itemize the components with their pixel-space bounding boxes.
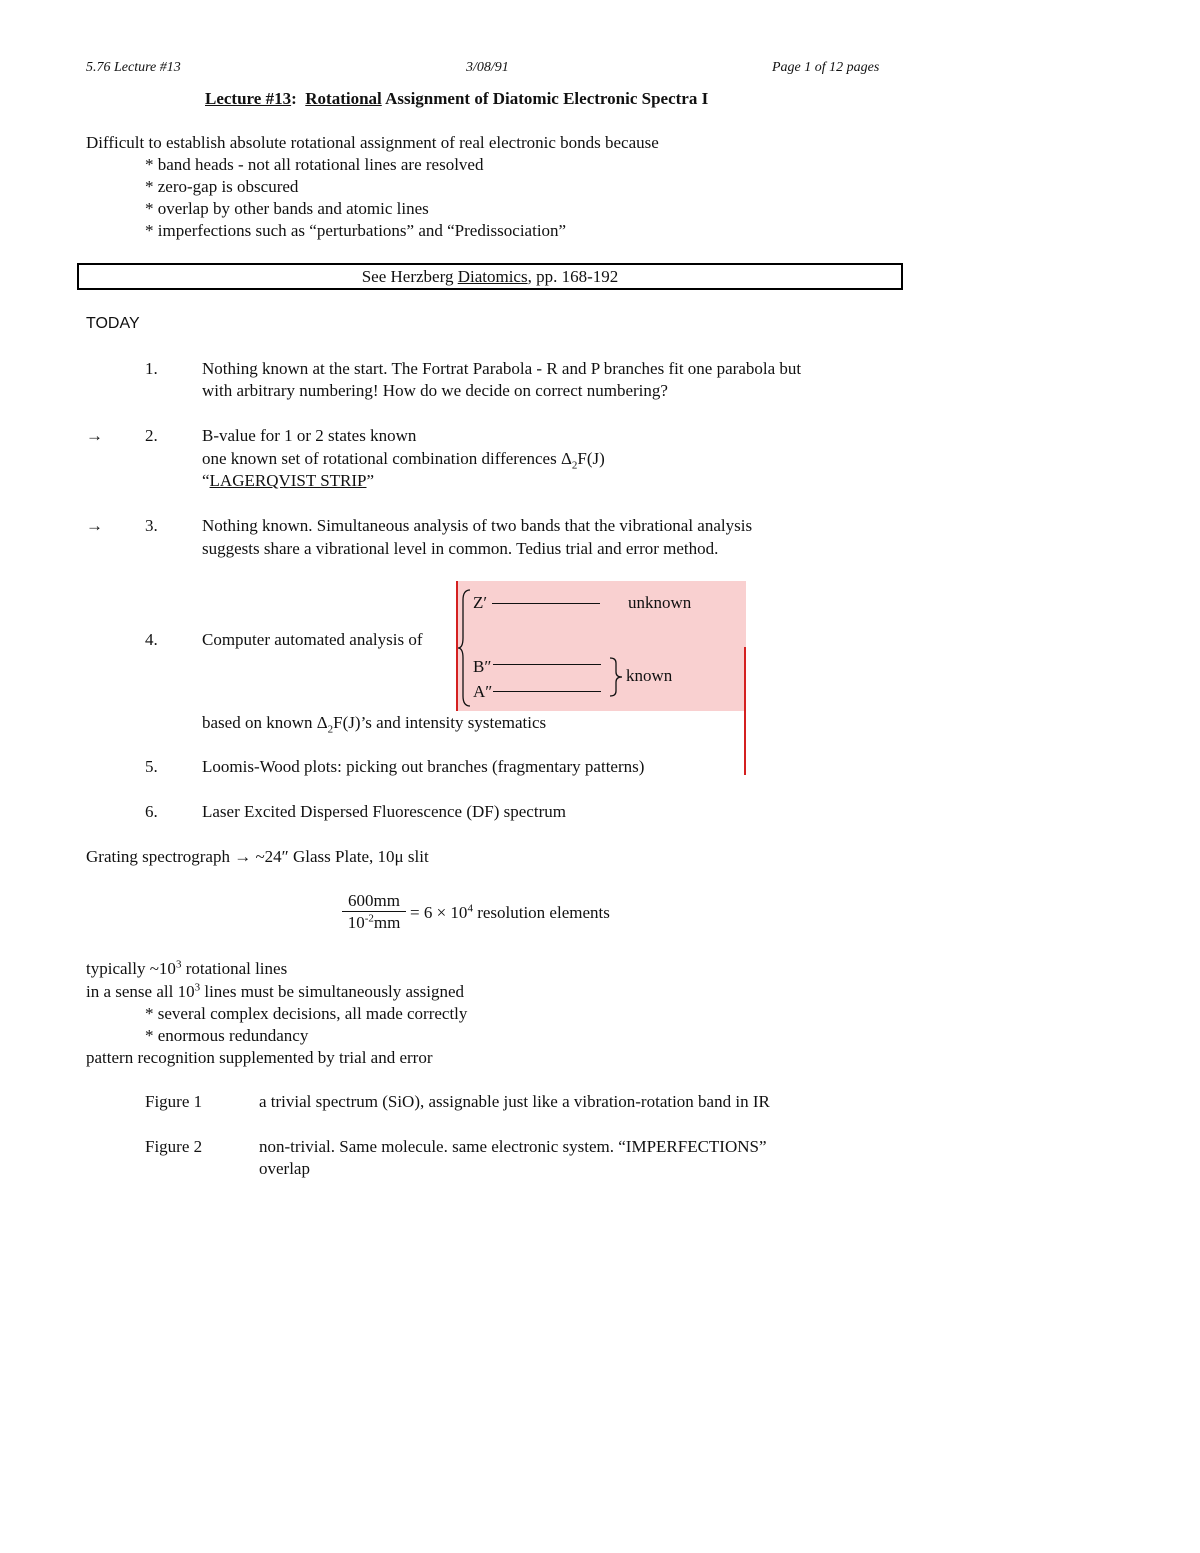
item-number: 2. bbox=[145, 426, 158, 445]
figure-2-text-cont: overlap bbox=[259, 1159, 310, 1178]
reference-box bbox=[77, 263, 903, 290]
arrow-icon: → bbox=[86, 426, 103, 445]
rhs-sup: 4 bbox=[467, 902, 473, 915]
fraction-numerator: 600mm bbox=[348, 891, 400, 910]
figure-2-text: non-trivial. Same molecule. same electronic system. “IMPERFECTIONS” bbox=[259, 1137, 767, 1156]
l2-post: lines must be simultaneously assigned bbox=[200, 982, 465, 1001]
right-brace-icon bbox=[609, 657, 623, 697]
reference-book: Diatomics bbox=[457, 267, 528, 286]
item-1-line1: Nothing known at the start. The Fortrat Parabola - R and P branches fit one parabola but bbox=[202, 359, 802, 378]
curly-brace-icon bbox=[458, 588, 472, 708]
item-2-line2-post: F(J) bbox=[577, 449, 605, 468]
rhs-post: resolution elements bbox=[472, 903, 610, 922]
intro-bullet: * zero-gap is obscured bbox=[145, 177, 299, 196]
item-5-text: Loomis-Wood plots: picking out branches (fragmentary patterns) bbox=[202, 757, 645, 776]
item-number: 3. bbox=[145, 516, 158, 535]
pattern-recognition: pattern recognition supplemented by trial and error bbox=[86, 1048, 433, 1067]
quote-close: ” bbox=[366, 471, 375, 490]
fraction-denominator bbox=[340, 914, 408, 932]
header-date: 3/08/91 bbox=[466, 60, 509, 75]
item-4-line2-sub: 2 bbox=[327, 723, 334, 736]
level-a-line bbox=[493, 691, 601, 692]
intro-bullet: * band heads - not all rotational lines are resolved bbox=[145, 155, 484, 174]
item-6-text: Laser Excited Dispersed Fluorescence (DF) spectrum bbox=[202, 802, 566, 821]
simultaneous-lines bbox=[86, 982, 464, 1002]
quote-open: “ bbox=[202, 471, 210, 490]
title-colon: : bbox=[291, 89, 297, 108]
intro-bullet: * imperfections such as “perturbations” and “Predissociation” bbox=[145, 221, 567, 240]
page-title bbox=[205, 89, 708, 109]
l1-post: rotational lines bbox=[181, 959, 288, 978]
unknown-label: unknown bbox=[628, 593, 692, 612]
den-post: mm bbox=[373, 913, 401, 932]
fraction-bar bbox=[342, 911, 406, 912]
item-3-line2: suggests share a vibrational level in common. Tedius trial and error method. bbox=[202, 539, 719, 558]
item-number: 1. bbox=[145, 359, 158, 378]
lines-bullet: * enormous redundancy bbox=[145, 1026, 309, 1045]
resolution-equation bbox=[410, 903, 610, 923]
header-course: 5.76 Lecture #13 bbox=[86, 60, 181, 75]
den-pre: 10 bbox=[347, 913, 365, 932]
reference-post: , pp. 168-192 bbox=[527, 267, 619, 286]
red-margin-bar bbox=[744, 647, 746, 775]
item-1-line2: with arbitrary numbering! How do we decide on correct numbering? bbox=[202, 381, 668, 400]
lines-bullet: * several complex decisions, all made correctly bbox=[145, 1004, 468, 1023]
level-b-line bbox=[493, 664, 601, 665]
l1-sup: 3 bbox=[175, 958, 182, 971]
item-2-line2-sub: 2 bbox=[571, 459, 578, 472]
header-page: Page 1 of 12 pages bbox=[772, 60, 880, 75]
item-4-line2 bbox=[202, 713, 547, 736]
known-label: known bbox=[626, 666, 673, 685]
grating-text: Grating spectrograph → ~24″ Glass Plate, 10μ slit bbox=[86, 847, 429, 866]
item-number: 5. bbox=[145, 757, 158, 776]
reference-pre: See Herzberg bbox=[361, 267, 458, 286]
l2-pre: in a sense all 10 bbox=[86, 982, 195, 1001]
level-a-label: A″ bbox=[473, 682, 493, 701]
level-z-label: Z′ bbox=[473, 593, 488, 612]
item-4-line1: Computer automated analysis of bbox=[202, 630, 423, 649]
l2-sup: 3 bbox=[194, 981, 201, 994]
figure-2-label: Figure 2 bbox=[145, 1137, 203, 1156]
item-number: 4. bbox=[145, 630, 158, 649]
item-2-line2 bbox=[202, 449, 605, 472]
figure-1-label: Figure 1 bbox=[145, 1092, 203, 1111]
reference-text bbox=[79, 267, 901, 287]
title-lecture: Lecture #13 bbox=[205, 89, 292, 108]
item-4-line2-pre: based on known Δ bbox=[202, 713, 328, 732]
l1-pre: typically ~10 bbox=[86, 959, 176, 978]
level-z-line bbox=[492, 603, 600, 604]
intro-lead: Difficult to establish absolute rotational assignment of real electronic bonds because bbox=[86, 133, 659, 152]
title-rest: Assignment of Diatomic Electronic Spectra I bbox=[385, 89, 709, 108]
intro-bullet: * overlap by other bands and atomic lines bbox=[145, 199, 429, 218]
item-2-line2-pre: one known set of rotational combination differences Δ bbox=[202, 449, 572, 468]
today-label: TODAY bbox=[86, 315, 140, 332]
figure-1-text: a trivial spectrum (SiO), assignable just like a vibration-rotation band in IR bbox=[259, 1092, 770, 1111]
den-sup: -2 bbox=[364, 912, 374, 925]
rhs-pre: = 6 × 10 bbox=[410, 903, 468, 922]
item-3-line1: Nothing known. Simultaneous analysis of two bands that the vibrational analysis bbox=[202, 516, 753, 535]
title-rotational: Rotational bbox=[305, 89, 382, 108]
level-b-label: B″ bbox=[473, 657, 492, 676]
arrow-icon: → bbox=[86, 516, 103, 535]
item-number: 6. bbox=[145, 802, 158, 821]
item-2-line3 bbox=[202, 471, 374, 491]
item-2-line1: B-value for 1 or 2 states known bbox=[202, 426, 417, 445]
item-4-line2-post: F(J)’s and intensity systematics bbox=[333, 713, 547, 732]
lagerqvist-strip: LAGERQVIST STRIP bbox=[209, 471, 367, 490]
typical-lines bbox=[86, 959, 287, 979]
